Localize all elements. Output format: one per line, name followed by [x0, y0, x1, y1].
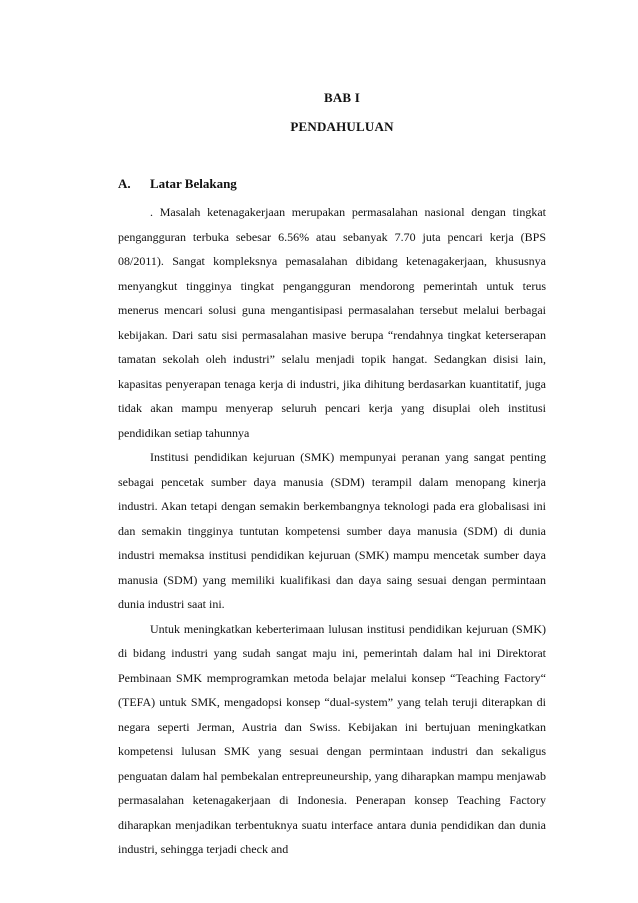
section-heading	[118, 176, 237, 192]
chapter-title: PENDAHULUAN	[290, 119, 394, 134]
paragraph-3: Untuk meningkatkan keberterimaan lulusan institusi pendidikan kejuruan (SMK) di bidang industri yang sudah sangat maju ini, pemerintah dalam hal ini Direktorat Pembinaan SMK memprogramkan metoda belajar melalui konsep “Teaching Factory“ (TEFA) untuk SMK, mengadopsi konsep “dual-system” yang telah teruji diterapkan di negara seperti Jerman, Austria dan Swiss. Kebijakan ini bertujuan meningkatkan kompetensi lulusan SMK yang sesuai dengan permintaan industri dan sekaligus penguatan dalam hal pembekalan entrepreuneurship, yang diharapkan mampu menjawab permasalahan ketenagakerjaan di Indonesia. Penerapan konsep Teaching Factory diharapkan menjadikan terbentuknya suatu interface antara dunia pendidikan dan dunia industri, sehingga terjadi check and	[118, 621, 546, 856]
body-text	[118, 200, 546, 862]
chapter-number: BAB I	[323, 90, 361, 105]
paragraph-1: . Masalah ketenagakerjaan merupakan permasalahan nasional dengan tingkat pengangguran terbuka sebesar 6.56% atau sebanyak 7.70 juta pencari kerja (BPS 08/2011). Sangat kompleksnya pemasalahan dibidang ketenagakerjaan, khususnya menyangkut tingginya tingkat pengangguran mendorong pemerintah untuk terus menerus mencari solusi guna mengantisipasi permasalahan tersebut melalui berbagai kebijakan. Dari satu sisi permasalahan masive berupa “rendahnya tingkat keterserapan tamatan sekolah oleh industri” selalu menjadi topik hangat. Sedangkan disisi lain, kapasitas penyerapan tenaga kerja di industri, jika dihitung berdasarkan kuantitatif, juga tidak akan mampu menyerap seluruh pencari kerja yang disuplai oleh institusi pendidikan setiap tahunnya	[118, 205, 546, 440]
section-title: Latar Belakang	[150, 176, 237, 191]
paragraph-2: Institusi pendidikan kejuruan (SMK) mempunyai peranan yang sangat penting sebagai pencetak sumber daya manusia (SDM) terampil dalam menopang kinerja industri. Akan tetapi dengan semakin berkembangnya teknologi pada era globalisasi ini dan semakin tingginya tuntutan kompetensi sumber daya manusia (SDM) di dunia industri memaksa institusi pendidikan kejuruan (SMK) mampu mencetak sumber daya manusia (SDM) yang memiliki kualifikasi dan daya saing sesuai dengan permintaan dunia industri saat ini.	[118, 450, 546, 611]
section-letter: A.	[118, 176, 131, 191]
